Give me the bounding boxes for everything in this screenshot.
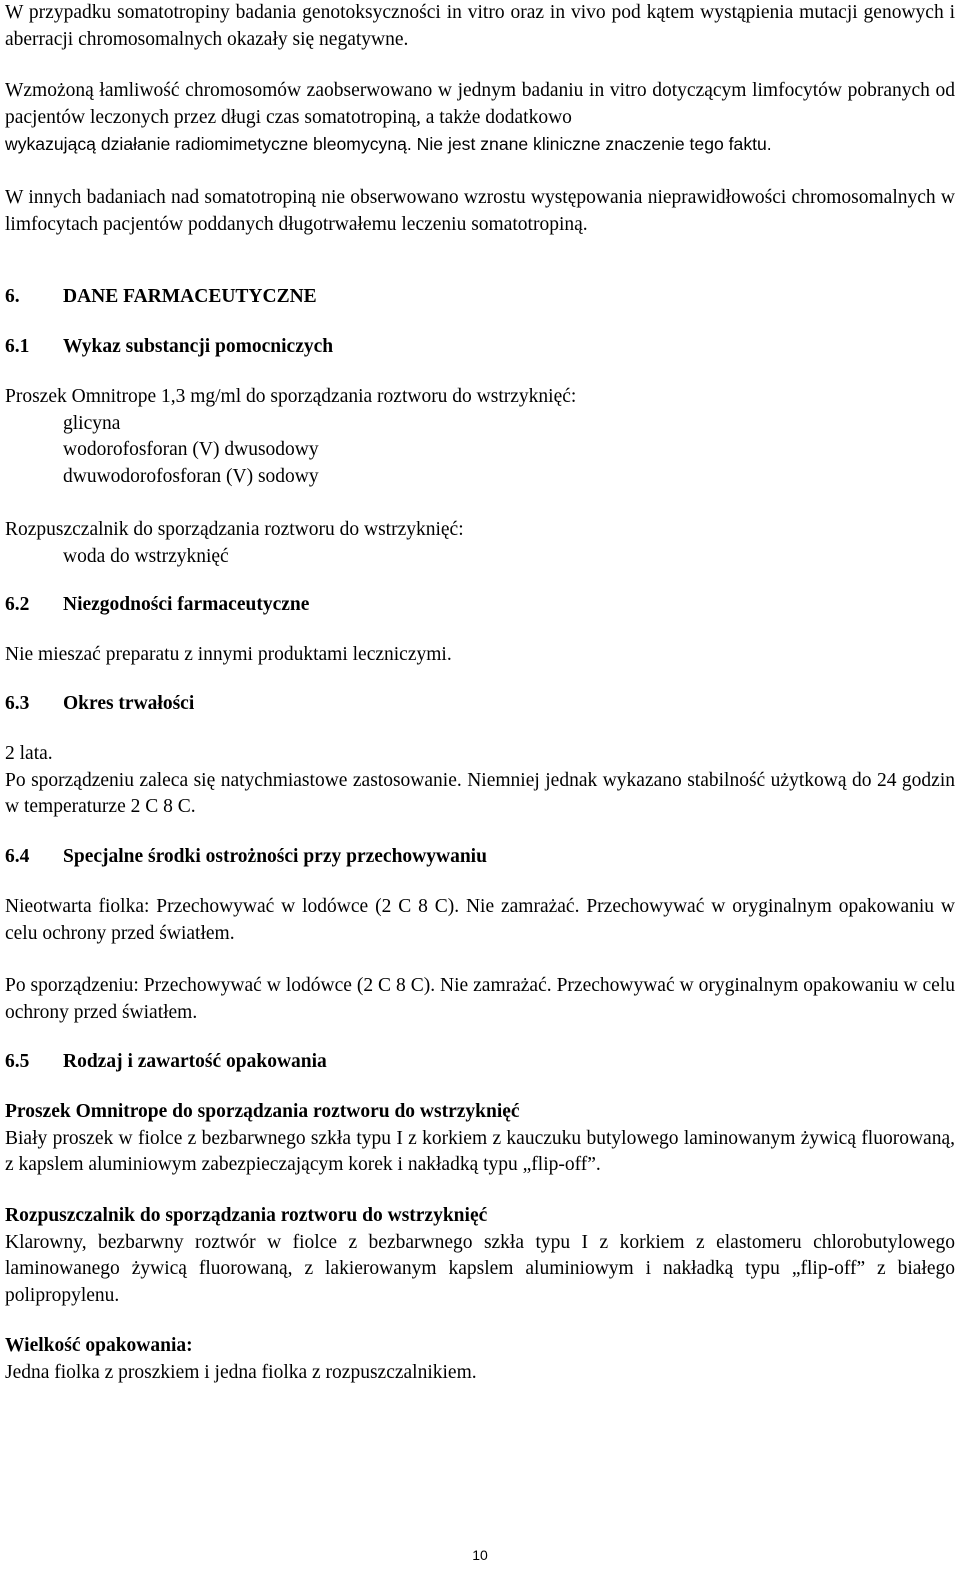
- section-6-5-title: Rodzaj i zawartość opakowania: [63, 1051, 327, 1072]
- paragraph-genotoxicity: W przypadku somatotropiny badania genotoksyczności in vitro oraz in vivo pod kątem wystąpienia mutacji genowych i aberracji chromosomalnych okazały się negatywne.: [5, 2, 955, 50]
- pack-size-heading: Wielkość opakowania:: [5, 1335, 193, 1356]
- section-6-4-title: Specjalne środki ostrożności przy przechowywaniu: [63, 846, 487, 867]
- section-6-4-heading: [5, 844, 487, 871]
- container-powder-heading: Proszek Omnitrope do sporządzania roztworu do wstrzyknięć: [5, 1101, 520, 1122]
- container-solvent-heading: Rozpuszczalnik do sporządzania roztworu do wstrzyknięć: [5, 1205, 488, 1226]
- section-6-3-title: Okres trwałości: [63, 693, 195, 714]
- container-solvent: [5, 1203, 955, 1309]
- page-number: 10: [472, 1547, 488, 1563]
- section-6-2-heading: [5, 592, 309, 619]
- container-powder: [5, 1099, 955, 1179]
- pack-size: [5, 1333, 955, 1386]
- container-solvent-text: Klarowny, bezbarwny roztwór w fiolce z bezbarwnego szkła typu I z korkiem z elastomeru chlorobutylowego laminowanego żywicą fluorowaną, z lakierowanym kapslem aluminiowym i nakładką typu „flip-off” z białego polipropylenu.: [5, 1231, 955, 1306]
- section-6-1-title: Wykaz substancji pomocniczych: [63, 336, 334, 357]
- container-powder-text: Biały proszek w fiolce z bezbarwnego szkła typu I z korkiem z kauczuku butylowego laminowanym żywicą fluorowaną, z kapslem aluminiowym zabezpieczającym korek i nakładką typu „flip-off”.: [5, 1127, 955, 1175]
- section-6-1-heading: [5, 334, 333, 361]
- excipient-item: wodorofosforan (V) dwusodowy: [63, 439, 319, 460]
- section-6-3-heading: [5, 691, 194, 718]
- section-6-title: DANE FARMACEUTYCZNE: [63, 286, 317, 307]
- shelf-life-line-2: Po sporządzeniu zaleca się natychmiastowe zastosowanie. Niemniej jednak wykazano stabilność użytkową do 24 godzin w temperaturze 2 C 8 C.: [5, 769, 955, 817]
- shelf-life-text: [5, 741, 955, 821]
- paragraph-chromosome-fragility-part2: wykazującą działanie radiomimetyczne bleomycyną. Nie jest znane kliniczne znaczenie tego faktu.: [5, 134, 772, 154]
- excipients-solvent: [5, 517, 955, 570]
- excipient-item: woda do wstrzyknięć: [63, 545, 229, 567]
- section-6-1-number: 6.1: [5, 336, 30, 357]
- pack-size-text: Jedna fiolka z proszkiem i jedna fiolka z rozpuszczalnikiem.: [5, 1361, 477, 1383]
- shelf-life-line-1: 2 lata.: [5, 743, 53, 764]
- excipient-item: glicyna: [63, 412, 121, 434]
- section-6-5-heading: [5, 1049, 327, 1076]
- paragraph-chromosome-fragility: [5, 78, 955, 158]
- storage-unopened-text: Nieotwarta fiolka: Przechowywać w lodówce (2 C 8 C). Nie zamrażać. Przechowywać w oryginalnym opakowaniu w celu ochrony przed światłem.: [5, 896, 955, 944]
- incompatibilities-text: Nie mieszać preparatu z innymi produktami leczniczymi.: [5, 644, 452, 665]
- section-6-2-number: 6.2: [5, 594, 30, 615]
- section-6-number: 6.: [5, 286, 20, 307]
- section-6-2-title: Niezgodności farmaceutyczne: [63, 594, 310, 615]
- section-6-5-number: 6.5: [5, 1051, 30, 1072]
- storage-reconstituted-text: Po sporządzeniu: Przechowywać w lodówce (2 C 8 C). Nie zamrażać. Przechowywać w oryginalnym opakowaniu w celu ochrony przed światłem.: [5, 975, 955, 1023]
- paragraph-other-studies: W innych badaniach nad somatotropiną nie obserwowano wzrostu występowania nieprawidłowości chromosomalnych w limfocytach pacjentów poddanych długotrwałemu leczeniu somatotropiną.: [5, 187, 955, 235]
- excipient-item: dwuwodorofosforan (V) sodowy: [63, 465, 319, 487]
- excipients-powder-heading: Proszek Omnitrope 1,3 mg/ml do sporządzania roztworu do wstrzyknięć:: [5, 386, 577, 407]
- paragraph-chromosome-fragility-part1: Wzmożoną łamliwość chromosomów zaobserwowano w jednym badaniu in vitro dotyczącym limfocytów pobranych od pacjentów leczonych przez długi czas somatotropiną, a także dodatkowo: [5, 80, 955, 128]
- section-6-4-number: 6.4: [5, 846, 30, 867]
- excipients-powder: [5, 384, 955, 490]
- excipients-solvent-heading: Rozpuszczalnik do sporządzania roztworu do wstrzyknięć:: [5, 519, 464, 540]
- section-6-heading: [5, 284, 317, 311]
- section-6-3-number: 6.3: [5, 693, 30, 714]
